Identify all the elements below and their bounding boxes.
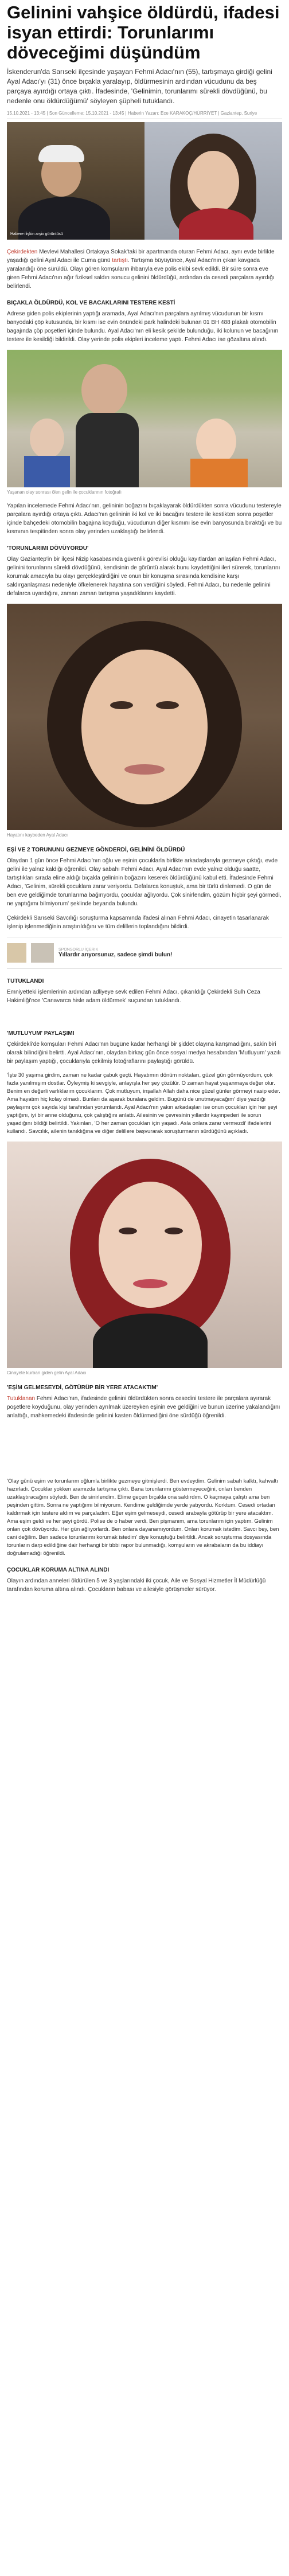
paragraph-9: 'İşte 30 yaşıma girdim, zaman ne kadar çabuk geçti. Hayatımın dönüm noktaları, güzel gün görmüyordum, çok fazla yanılmışım dostlar. Öyleymiş ki sevgiyle, anlayışla her şey çözülür. O zaman hayat yaşanmaya değer olur. Benim en değerli varlıklarım çocuklarım. Çok mutluyum, inşallah Allah daha nice güzel günler görmeyi nasip eder. Ama hayatım hiç kolay olmadı. Bunları da aşarak buralara geldim. Bugünü de unutmayacağım' diye yazdığı paylaşımı çok sayıda kişi tarafından yorumlandı. Ayal Adacı'nın yakın arkadaşları ise onun çocukları için her şeyi yaptığını, iyi bir anne olduğunu, çok çalıştığını anlattı. Ailesinin ve çevresinin yıllardır kayınpederi ile sorun yaşadığını bildiği belirtildi. Yakınları, 'O her zaman çocukları için yaşadı. Asla onlara zarar vermezdi' ifadelerini kullandı. Savcılık, ailenin tanıklığına ve diğer delillere başvurarak soruşturmanın sürdüğünü açıkladı.: [7, 1072, 280, 1135]
promo-thumb-1: [7, 943, 26, 963]
article-title: Gelinini vahşice öldürdü, ifadesi isyan ettirdi: Torunlarımı döveceğimi düşündüm: [7, 2, 280, 62]
paragraph-4: Olay Gaziantep'in bir ilçesi Nizip kasabasında güvenlik görevlisi olduğu kayıtlardan anlaşılan Fehmi Adacı, gelinini torunlarını sürekli dövdüğünü, kendisinin de görüntü alarak bunu kaydettiğini ileri sürerek, torunlarını korumak amacıyla bu olayı gerçekleştirdiğini ve onun bir konuşma sırasında kendisine karşı saldırganlaşması nedeniyle öfkelenerek hayatına son verdiğini söyledi. Fehmi Adacı, bu nedenle gelinini defalarca uyardığını, zaman zaman tartışma yaşadıklarını kaydetti.: [7, 556, 280, 597]
photo2-caption: Hayatını kaybeden Ayal Adacı: [7, 832, 68, 838]
article-lead: İskenderun'da Sarıseki ilçesinde yaşayan Fehmi Adacı'nın (55), tartışmaya girdiği gelini Ayal Adacı'yı (31) önce bıçakla yaralayıp, öldürmesinin ardından vücudunu da beş parçaya ayırdığı ortaya çıktı. İfadesinde, 'Gelinimin, torunlarımı sürekli dövdüğünü, bu nedenle onu öldürdüğümü' söyleyen şüpheli tutuklandı.: [7, 68, 272, 105]
article-meta: 15.10.2021 - 13:45 | Son Güncelleme: 15.10.2021 - 13:45 | Haberin Yazarı: Ece KARAKOÇ/HÜRRİYET | Gaziantep, Suriye: [7, 111, 282, 119]
photo3-caption: Cinayete kurban giden gelin Ayal Adacı: [7, 1370, 87, 1375]
paragraph-1: Çekirdekten Mevlevi Mahallesi Ortakaya Sokak'taki bir apartmanda oturan Fehmi Adacı, aynı evde birlikte yaşadığı gelini Ayal Adacı ile Cuma günü tartıştı. Tartışma büyüyünce, Ayal Adacı'nın çıkan kavgada yaralandığı öne sürüldü. Olayı gören komşuların ihbarıyla eve polis ekibi sevk edildi. Bir süre sonra eve giren Fehmi Adacı'nın ağır fiziksel saldırı sonucu gelinini öldürdüğü, ardından da cesedi parçalara ayırdığı belirlendi.: [7, 249, 275, 290]
paragraph-8: Çekirdekli'de komşuları Fehmi Adacı'nın bugüne kadar herhangi bir şiddet olayına karışmadığını, sakin biri olarak bilindiğini belirtti. Ayal Adacı'nın, olaydan birkaç gün önce sosyal medya hesabından 'Mutluyum' yazılı bir paylaşım yaptığı, çocuklarıyla çekilmiş fotoğraflarını paylaştığı görüldü.: [7, 1041, 281, 1065]
subheading-2: 'TORUNLARIMI DÖVÜYORDU': [7, 545, 89, 552]
photo-family: [7, 350, 282, 487]
paragraph-11: 'Olay günü eşim ve torunlarım oğlumla birlikte gezmeye gitmişlerdi. Ben evdeydim. Gelinim sabah kalktı, kahvaltı hazırladı. Çocuklar yokken aramızda tartışma çıktı. Bana torunlarımı göstermeyeceğini, onları benden uzaklaştıracağını söyledi. Ben de sinirlendim. Elime geçen bıçakla ona saldırdım. O kaçmaya çalıştı ama ben peşinden gittim. Sonra ne yaptığımı bilmiyorum. Kendime geldiğimde yerde yatıyordu. Korktum. Cesedi ortadan kaldırmak için testere aldım ve parçaladım. Eğer eşim gelmeseydi, cesedi arabayla götürüp bir yere atacaktım. Ama eşim geldi ve her şeyi gördü. Polise de o haber verdi. Ben pişmanım, ama torunlarım için yaptım. Gelinim onları çok dövüyordu. Her gün ağlıyorlardı. Ben onlara dayanamıyordum. Onları korumak istedim. Savcı bey, ben cani değilim. Ben sadece torunlarımı korumak istedim' diye konuştuğu belirtildi. Ancak soruşturma dosyasında torunların darp edildiğine dair herhangi bir tıbbi rapor bulunmadığı, komşuların ve akrabaların da bu iddiayı doğrulamadığı öğrenildi.: [7, 1478, 279, 1557]
paragraph-5: Olaydan 1 gün önce Fehmi Adacı'nın oğlu ve eşinin çocuklarla birlikte arkadaşlarıyla gezmeye çıktığı, evde gelini ile yalnız kaldığı öğrenildi. Olay sabahı Fehmi Adacı, Ayal Adacı'nın evde yalnız olduğu saatte, tartıştıkları sırada eline aldığı bıçakla gelininin boğazını keserek öldürdüğünü kabul etti. İfadesinde Fehmi Adacı, 'Gelinim, sürekli çocuklara zarar veriyordu. Defalarca konuştuk, ama bir türlü dinlemedi. O gün de ben eve geldiğimde torunlarıma bağırıyordu, çocuklar ağlıyordu. Çok sinirlendim, gözüm hiçbir şeyi görmedi, ne yaptığımı bilmiyorum' şeklinde beyanda bulundu.: [7, 858, 282, 907]
photo-victim-1: [7, 604, 282, 830]
hero-photo-woman: [144, 122, 282, 240]
photo1-caption: Yaşanan olay sonrası ölen gelin ile çocuklarının fotoğrafı: [7, 490, 122, 495]
sponsored-promo[interactable]: [7, 937, 282, 969]
photo-victim-2: [7, 1142, 282, 1368]
promo-tag: SPONSORLU İÇERIK: [58, 948, 99, 952]
subheading-1: BIÇAKLA ÖLDÜRDÜ, KOL VE BACAKLARINI TESTERE KESTİ: [7, 300, 175, 306]
paragraph-3: Yapılan incelemede Fehmi Adacı'nın, gelininin boğazını bıçaklayarak öldürdükten sonra vücudunu testereyle parçalara ayırdığı ortaya çıktı. Adacı'nın gelininin iki kol ve iki bacağını testere ile kestikten sonra poşetler içinde bahçedeki otomobilin bagajına koyduğu, vücudunun diğer kısmını ise evin banyosunda bıraktığı ve bu kısmının tespitinden sonra olay yerinden uzaklaştığı belirlendi.: [7, 503, 282, 535]
paragraph-10: Tutuklanan Fehmi Adacı'nın, ifadesinde gelinini öldürdükten sonra cesedini testere ile parçalara ayırarak poşetlere koyduğunu, olay yerinden ayrılmak üzereyken eşinin eve geldiğini ve bunun üzerine yakalandığını anlattığı, mahkemedeki ifadesinde gelinini kasten öldürmediğini öne sürdüğü öğrenildi.: [7, 1396, 280, 1419]
subheading-3: EŞİ VE 2 TORUNUNU GEZMEYE GÖNDERDİ, GELİNİNİ ÖLDÜRDÜ: [7, 847, 185, 853]
link-arrested[interactable]: Tutuklanan: [7, 1396, 36, 1402]
hero-caption: Habere ilişkin arşiv görüntüsü: [10, 232, 63, 236]
link-argued[interactable]: tartıştı: [112, 257, 128, 264]
promo-title[interactable]: Yıllardır arıyorsunuz, sadece şimdi bulun!: [58, 952, 173, 958]
hero-image: [7, 122, 282, 240]
subheading-6: 'EŞİM GELMESEYDİ, GÖTÜRÜP BİR YERE ATACAKTIM': [7, 1385, 158, 1391]
subheading-7: ÇOCUKLAR KORUMA ALTINA ALINDI: [7, 1567, 110, 1573]
paragraph-2: Adrese giden polis ekiplerinin yaptığı aramada, Ayal Adacı'nın parçalara ayrılmış vücudunun bir kısmı banyodaki çöp kutusunda, bir kısmı ise evin önündeki park halindeki bulunan 01 BH 488 plakalı otomobilin bagajında çöp poşetleri içinde bulundu. Ayal Adacı'nın eli kesik şekilde bulunduğu, iki kolunun ve bacağının testere ile kesildiği bildirildi. Olay yerinde polis ekipleri inceleme yaptı. Fehmi Adacı ise gözaltına alındı.: [7, 311, 279, 343]
paragraph-12: Olayın ardından anneleri öldürülen 5 ve 3 yaşlarındaki iki çocuk, Aile ve Sosyal Hizmetler İl Müdürlüğü tarafından koruma altına alındı. Çocukların babası ve ailesiyle görüşmeler sürüyor.: [7, 1578, 266, 1593]
hero-photo-man: [7, 122, 144, 240]
promo-thumb-2: [31, 943, 54, 963]
paragraph-7: Emniyetteki işlemlerinin ardından adliyeye sevk edilen Fehmi Adacı, çıkarıldığı Çekirdekli Sulh Ceza Hakimliği'nce 'Canavarca hisle adam öldürmek' suçundan tutuklandı.: [7, 989, 260, 1004]
article: [0, 2, 289, 1594]
link-location[interactable]: Çekirdekten: [7, 249, 38, 255]
subheading-4: TUTUKLANDI: [7, 978, 44, 984]
subheading-5: 'MUTLUYUM' PAYLAŞIMI: [7, 1030, 75, 1037]
paragraph-6: Çekirdekli Sarıseki Savcılığı soruşturma kapsamında ifadesi alınan Fehmi Adacı, cinayetin tasarlanarak işlenip işlenmediğinin araştırıldığını ve tüm delillerin toplandığını bildirdi.: [7, 915, 269, 930]
